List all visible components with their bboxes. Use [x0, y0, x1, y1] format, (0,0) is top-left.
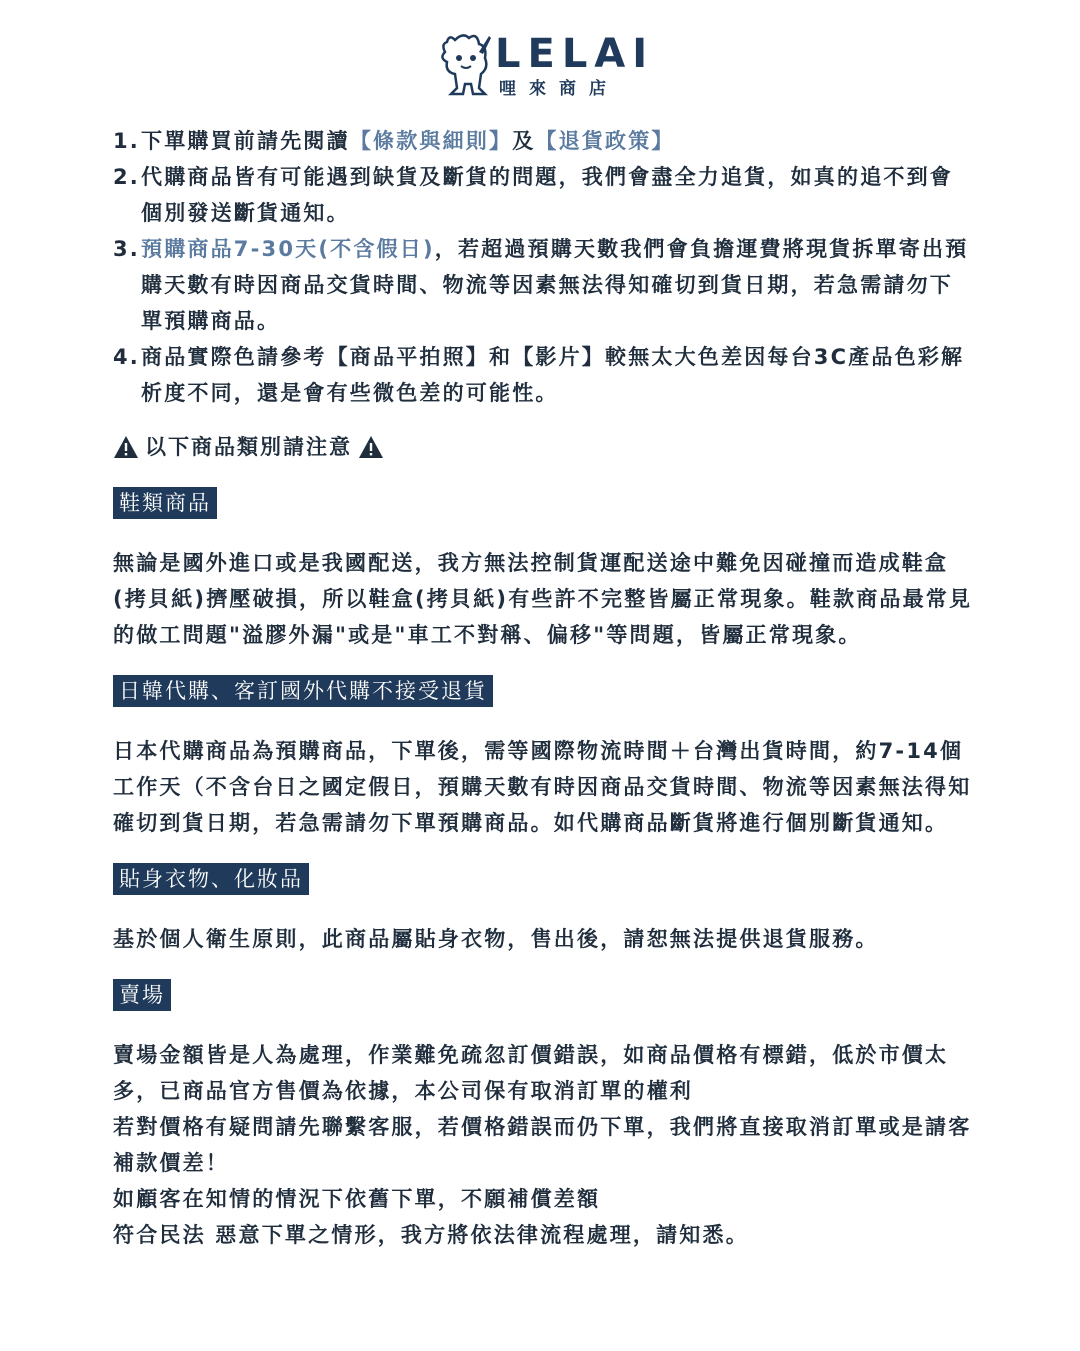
notice-list — [113, 123, 975, 411]
section-line: 若對價格有疑問請先聯繫客服，若價格錯誤而仍下單，我們將直接取消訂單或是請客補款價差！ — [113, 1115, 972, 1175]
notice-highlight: 預購商品7-30天(不含假日) — [141, 237, 435, 261]
notice-highlight: 【條款與細則】 — [349, 129, 513, 153]
section-line: 如顧客在知情的情況下依舊下單，不願補償差額 — [113, 1187, 601, 1211]
notice-text: 下單購買前請先閱讀 — [141, 129, 350, 153]
warning-icon — [113, 435, 139, 459]
brand-name: LELAI — [495, 31, 655, 77]
section-line: 基於個人衛生原則，此商品屬貼身衣物，售出後，請恕無法提供退貨服務。 — [113, 927, 879, 951]
mascot-icon — [441, 32, 493, 102]
notice-text: ，若超過預購天數我們會負擔運費將現貨拆單寄出預購天數有時因商品交貨時間、物流等因素無法得知確切到貨日期，若急需請勿下單預購商品。 — [141, 237, 969, 333]
logo — [441, 30, 655, 106]
section-text — [113, 733, 975, 841]
warning-heading — [113, 429, 975, 465]
section-line: 日本代購商品為預購商品，下單後，需等國際物流時間＋台灣出貨時間，約7-14個工作天（不含台日之國定假日，預購天數有時因商品交貨時間、物流等因素無法得知確切到貨日期，若急需請勿下單預購商品。如代購商品斷貨將進行個別斷貨通知。 — [113, 739, 972, 835]
section-line: 無論是國外進口或是我國配送，我方無法控制貨運配送途中難免因碰撞而造成鞋盒(拷貝紙)擠壓破損，所以鞋盒(拷貝紙)有些許不完整皆屬正常現象。鞋款商品最常見的做工問題"溢膠外漏"或是"車工不對稱、偏移"等問題，皆屬正常現象。 — [113, 551, 973, 647]
notice-text: 代購商品皆有可能遇到缺貨及斷貨的問題，我們會盡全力追貨，如真的追不到會個別發送斷貨通知。 — [141, 165, 953, 225]
brand-subtitle: 哩來商店 — [499, 79, 619, 99]
policy-sections — [113, 465, 975, 1253]
policy-section — [113, 653, 975, 841]
notice-item — [113, 159, 975, 231]
policy-content — [113, 123, 975, 1253]
notice-item — [113, 123, 975, 159]
policy-section — [113, 841, 975, 957]
notice-number: 4. — [113, 345, 140, 369]
notice-text: 商品實際色請參考【商品平拍照】和【影片】較無太大色差因每台3C產品色彩解析度不同，還是會有些微色差的可能性。 — [141, 345, 965, 405]
section-text — [113, 1037, 975, 1253]
notice-text: 及 — [512, 129, 536, 153]
section-label: 鞋類商品 — [113, 487, 217, 519]
policy-section — [113, 465, 975, 653]
notice-item — [113, 231, 975, 339]
section-label: 貼身衣物、化妝品 — [113, 863, 309, 895]
policy-section — [113, 957, 975, 1253]
notice-item — [113, 339, 975, 411]
warning-text: 以下商品類別請注意 — [145, 435, 352, 459]
notice-number: 1. — [113, 129, 140, 153]
notice-highlight: 【退貨政策】 — [535, 129, 675, 153]
section-label: 賣場 — [113, 979, 171, 1011]
notice-number: 3. — [113, 237, 140, 261]
section-text — [113, 921, 975, 957]
warning-icon — [358, 435, 384, 459]
notice-number: 2. — [113, 165, 140, 189]
section-label: 日韓代購、客訂國外代購不接受退貨 — [113, 675, 493, 707]
section-line: 賣場金額皆是人為處理，作業難免疏忽訂價錯誤，如商品價格有標錯，低於市價太多，已商品官方售價為依據，本公司保有取消訂單的權利 — [113, 1043, 949, 1103]
section-line: 符合民法 惡意下單之情形，我方將依法律流程處理，請知悉。 — [113, 1223, 749, 1247]
section-text — [113, 545, 975, 653]
